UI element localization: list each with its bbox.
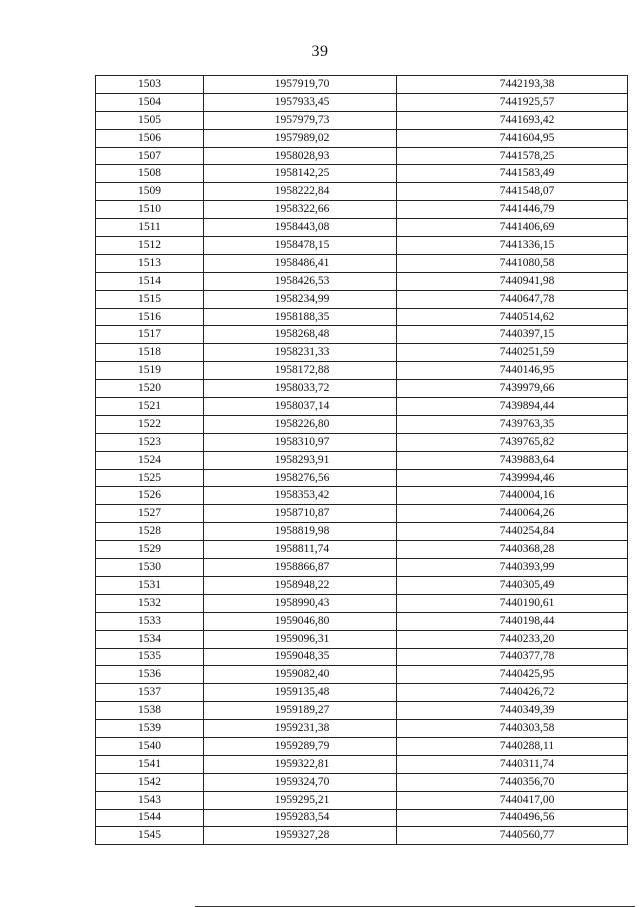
point-number-cell: 1503 [96,76,204,94]
point-number-cell: 1540 [96,737,204,755]
table-row [96,791,628,809]
table-row [96,559,628,577]
coordinates-table [95,75,628,845]
y-coordinate-cell: 7439765,82 [397,433,628,451]
x-coordinate-cell: 1959231,38 [204,720,397,738]
x-coordinate-cell: 1958172,88 [204,362,397,380]
point-number-cell: 1527 [96,505,204,523]
point-number-cell: 1529 [96,541,204,559]
y-coordinate-cell: 7439763,35 [397,415,628,433]
y-coordinate-cell: 7441925,57 [397,93,628,111]
table-row [96,576,628,594]
table-row [96,702,628,720]
y-coordinate-cell: 7440426,72 [397,684,628,702]
y-coordinate-cell: 7440288,11 [397,737,628,755]
point-number-cell: 1537 [96,684,204,702]
point-number-cell: 1518 [96,344,204,362]
y-coordinate-cell: 7441578,25 [397,147,628,165]
x-coordinate-cell: 1958231,33 [204,344,397,362]
table-row [96,76,628,94]
x-coordinate-cell: 1959289,79 [204,737,397,755]
x-coordinate-cell: 1958866,87 [204,559,397,577]
table-row [96,612,628,630]
point-number-cell: 1512 [96,237,204,255]
x-coordinate-cell: 1959096,31 [204,630,397,648]
y-coordinate-cell: 7440647,78 [397,290,628,308]
x-coordinate-cell: 1959048,35 [204,648,397,666]
table-row [96,344,628,362]
point-number-cell: 1541 [96,755,204,773]
table-row [96,487,628,505]
x-coordinate-cell: 1957979,73 [204,111,397,129]
x-coordinate-cell: 1958226,80 [204,415,397,433]
x-coordinate-cell: 1959082,40 [204,666,397,684]
table-row [96,433,628,451]
point-number-cell: 1531 [96,576,204,594]
point-number-cell: 1516 [96,308,204,326]
y-coordinate-cell: 7440146,95 [397,362,628,380]
table-row [96,201,628,219]
point-number-cell: 1523 [96,433,204,451]
point-number-cell: 1542 [96,773,204,791]
y-coordinate-cell: 7440190,61 [397,594,628,612]
x-coordinate-cell: 1958710,87 [204,505,397,523]
x-coordinate-cell: 1958028,93 [204,147,397,165]
y-coordinate-cell: 7440397,15 [397,326,628,344]
point-number-cell: 1520 [96,380,204,398]
table-row [96,827,628,845]
point-number-cell: 1510 [96,201,204,219]
x-coordinate-cell: 1959322,81 [204,755,397,773]
point-number-cell: 1515 [96,290,204,308]
y-coordinate-cell: 7441080,58 [397,254,628,272]
table-row [96,93,628,111]
table-row [96,398,628,416]
x-coordinate-cell: 1958033,72 [204,380,397,398]
table-row [96,594,628,612]
y-coordinate-cell: 7440368,28 [397,541,628,559]
x-coordinate-cell: 1958222,84 [204,183,397,201]
y-coordinate-cell: 7440349,39 [397,702,628,720]
page-number: 39 [311,43,329,60]
y-coordinate-cell: 7441604,95 [397,129,628,147]
point-number-cell: 1543 [96,791,204,809]
point-number-cell: 1511 [96,219,204,237]
point-number-cell: 1533 [96,612,204,630]
table-row [96,415,628,433]
table-row [96,684,628,702]
table-row [96,362,628,380]
table-row [96,308,628,326]
point-number-cell: 1519 [96,362,204,380]
x-coordinate-cell: 1958322,66 [204,201,397,219]
y-coordinate-cell: 7440377,78 [397,648,628,666]
point-number-cell: 1513 [96,254,204,272]
table-row [96,165,628,183]
y-coordinate-cell: 7441583,49 [397,165,628,183]
x-coordinate-cell: 1958234,99 [204,290,397,308]
y-coordinate-cell: 7439883,64 [397,451,628,469]
x-coordinate-cell: 1958811,74 [204,541,397,559]
y-coordinate-cell: 7440004,16 [397,487,628,505]
table-row [96,111,628,129]
x-coordinate-cell: 1958268,48 [204,326,397,344]
x-coordinate-cell: 1959327,28 [204,827,397,845]
table-row [96,272,628,290]
x-coordinate-cell: 1957933,45 [204,93,397,111]
x-coordinate-cell: 1957919,70 [204,76,397,94]
x-coordinate-cell: 1959283,54 [204,809,397,827]
y-coordinate-cell: 7440198,44 [397,612,628,630]
x-coordinate-cell: 1958310,97 [204,433,397,451]
point-number-cell: 1517 [96,326,204,344]
point-number-cell: 1524 [96,451,204,469]
point-number-cell: 1526 [96,487,204,505]
y-coordinate-cell: 7441406,69 [397,219,628,237]
table-row [96,129,628,147]
y-coordinate-cell: 7440425,95 [397,666,628,684]
table-row [96,755,628,773]
table-row [96,648,628,666]
x-coordinate-cell: 1958990,43 [204,594,397,612]
x-coordinate-cell: 1958276,56 [204,469,397,487]
x-coordinate-cell: 1958948,22 [204,576,397,594]
point-number-cell: 1505 [96,111,204,129]
y-coordinate-cell: 7440496,56 [397,809,628,827]
x-coordinate-cell: 1958037,14 [204,398,397,416]
table-row [96,720,628,738]
point-number-cell: 1530 [96,559,204,577]
y-coordinate-cell: 7440417,00 [397,791,628,809]
table-row [96,326,628,344]
x-coordinate-cell: 1959189,27 [204,702,397,720]
x-coordinate-cell: 1959295,21 [204,791,397,809]
point-number-cell: 1545 [96,827,204,845]
table-row [96,737,628,755]
table-row [96,183,628,201]
point-number-cell: 1532 [96,594,204,612]
x-coordinate-cell: 1957989,02 [204,129,397,147]
point-number-cell: 1507 [96,147,204,165]
table-row [96,290,628,308]
table-row [96,219,628,237]
y-coordinate-cell: 7440941,98 [397,272,628,290]
point-number-cell: 1534 [96,630,204,648]
y-coordinate-cell: 7440311,74 [397,755,628,773]
x-coordinate-cell: 1958188,35 [204,308,397,326]
table-row [96,809,628,827]
y-coordinate-cell: 7442193,38 [397,76,628,94]
point-number-cell: 1538 [96,702,204,720]
table-row [96,380,628,398]
y-coordinate-cell: 7440064,26 [397,505,628,523]
point-number-cell: 1504 [96,93,204,111]
y-coordinate-cell: 7440393,99 [397,559,628,577]
y-coordinate-cell: 7440303,58 [397,720,628,738]
table-row [96,666,628,684]
table-row [96,773,628,791]
point-number-cell: 1525 [96,469,204,487]
point-number-cell: 1506 [96,129,204,147]
x-coordinate-cell: 1959324,70 [204,773,397,791]
coordinates-table-body [96,76,628,845]
point-number-cell: 1521 [96,398,204,416]
table-row [96,147,628,165]
point-number-cell: 1514 [96,272,204,290]
x-coordinate-cell: 1958819,98 [204,523,397,541]
point-number-cell: 1539 [96,720,204,738]
x-coordinate-cell: 1958426,53 [204,272,397,290]
y-coordinate-cell: 7441548,07 [397,183,628,201]
point-number-cell: 1535 [96,648,204,666]
y-coordinate-cell: 7439894,44 [397,398,628,416]
point-number-cell: 1508 [96,165,204,183]
point-number-cell: 1522 [96,415,204,433]
y-coordinate-cell: 7440233,20 [397,630,628,648]
y-coordinate-cell: 7439979,66 [397,380,628,398]
table-row [96,541,628,559]
y-coordinate-cell: 7440514,62 [397,308,628,326]
x-coordinate-cell: 1958293,91 [204,451,397,469]
x-coordinate-cell: 1958142,25 [204,165,397,183]
y-coordinate-cell: 7440356,70 [397,773,628,791]
table-row [96,505,628,523]
table-row [96,523,628,541]
x-coordinate-cell: 1958478,15 [204,237,397,255]
table-row [96,237,628,255]
table-row [96,451,628,469]
point-number-cell: 1528 [96,523,204,541]
y-coordinate-cell: 7441693,42 [397,111,628,129]
table-row [96,630,628,648]
point-number-cell: 1509 [96,183,204,201]
y-coordinate-cell: 7441446,79 [397,201,628,219]
point-number-cell: 1544 [96,809,204,827]
table-row [96,469,628,487]
y-coordinate-cell: 7440251,59 [397,344,628,362]
x-coordinate-cell: 1958353,42 [204,487,397,505]
table-row [96,254,628,272]
y-coordinate-cell: 7440305,49 [397,576,628,594]
x-coordinate-cell: 1959135,48 [204,684,397,702]
y-coordinate-cell: 7439994,46 [397,469,628,487]
x-coordinate-cell: 1959046,80 [204,612,397,630]
x-coordinate-cell: 1958443,08 [204,219,397,237]
point-number-cell: 1536 [96,666,204,684]
y-coordinate-cell: 7440254,84 [397,523,628,541]
y-coordinate-cell: 7440560,77 [397,827,628,845]
y-coordinate-cell: 7441336,15 [397,237,628,255]
x-coordinate-cell: 1958486,41 [204,254,397,272]
